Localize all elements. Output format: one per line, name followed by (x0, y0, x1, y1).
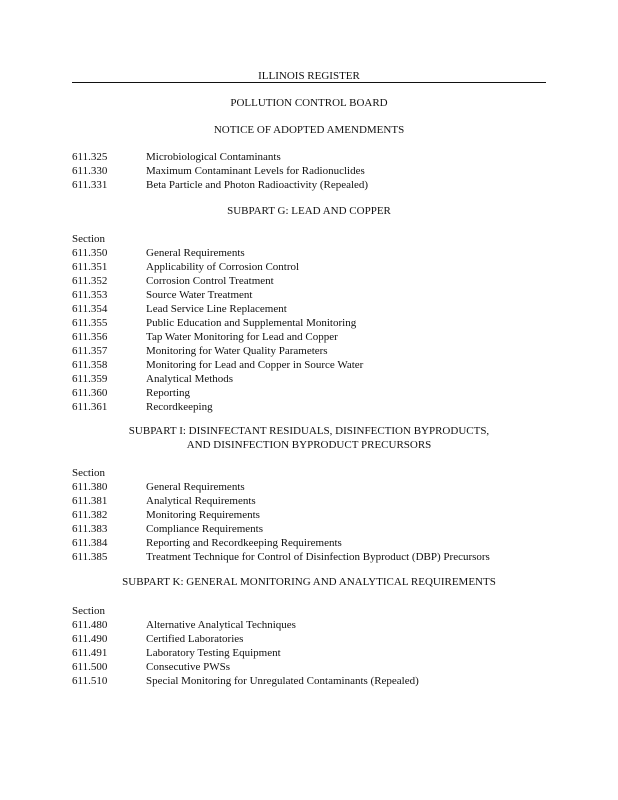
section-title: Compliance Requirements (146, 523, 263, 535)
section-title: Microbiological Contaminants (146, 151, 281, 163)
list-item (72, 150, 552, 164)
section-label: Section (72, 233, 105, 245)
section-number: 611.330 (72, 165, 108, 177)
list-item (72, 550, 552, 564)
section-title: Laboratory Testing Equipment (146, 647, 281, 659)
list-item (72, 372, 552, 386)
list-item (72, 386, 552, 400)
section-number: 611.490 (72, 633, 108, 645)
section-number: 611.383 (72, 523, 108, 535)
list-item (72, 660, 552, 674)
list-item (72, 164, 552, 178)
section-title: Recordkeeping (146, 401, 213, 413)
list-item (72, 260, 552, 274)
section-number: 611.331 (72, 179, 108, 191)
section-label: Section (72, 605, 105, 617)
section-number: 611.350 (72, 247, 108, 259)
section-number: 611.491 (72, 647, 108, 659)
section-title: Treatment Technique for Control of Disinfection Byproduct (DBP) Precursors (146, 551, 490, 563)
section-title: Certified Laboratories (146, 633, 244, 645)
section-number: 611.380 (72, 481, 108, 493)
section-number: 611.353 (72, 289, 108, 301)
section-number: 611.385 (72, 551, 108, 563)
board-title: POLLUTION CONTROL BOARD (230, 97, 388, 109)
section-number: 611.382 (72, 509, 108, 521)
section-title: Special Monitoring for Unregulated Contaminants (Repealed) (146, 675, 419, 687)
list-item (72, 288, 552, 302)
section-title: Reporting (146, 387, 190, 399)
section-number: 611.384 (72, 537, 108, 549)
list-item (72, 400, 552, 414)
list-item (72, 246, 552, 260)
list-item (72, 508, 552, 522)
list-item (72, 632, 552, 646)
section-title: Maximum Contaminant Levels for Radionuclides (146, 165, 365, 177)
section-number: 611.352 (72, 275, 108, 287)
section-number: 611.359 (72, 373, 108, 385)
list-item (72, 494, 552, 508)
list-item (72, 274, 552, 288)
list-item (72, 178, 552, 192)
list-item (72, 330, 552, 344)
section-title: Analytical Methods (146, 373, 234, 385)
section-number: 611.357 (72, 345, 108, 357)
subpart-i-heading-line2: AND DISINFECTION BYPRODUCT PRECURSORS (186, 439, 432, 451)
list-item (72, 536, 552, 550)
list-item (72, 316, 552, 330)
section-title: Tap Water Monitoring for Lead and Copper (146, 331, 338, 343)
list-item (72, 358, 552, 372)
section-number: 611.354 (72, 303, 108, 315)
section-title: Monitoring Requirements (146, 509, 260, 521)
section-number: 611.480 (72, 619, 108, 631)
subpart-i-heading: SUBPART I: DISINFECTANT RESIDUALS, DISINFECTION BYPRODUCTS, (128, 425, 490, 437)
register-title: ILLINOIS REGISTER (258, 70, 360, 82)
section-number: 611.358 (72, 359, 108, 371)
section-number: 611.360 (72, 387, 108, 399)
section-title: Monitoring for Lead and Copper in Source Water (146, 359, 364, 371)
section-number: 611.381 (72, 495, 108, 507)
section-title: Applicability of Corrosion Control (146, 261, 300, 273)
list-item (72, 674, 552, 688)
section-title: Alternative Analytical Techniques (146, 619, 296, 631)
section-title: Lead Service Line Replacement (146, 303, 287, 315)
list-item (72, 646, 552, 660)
section-title: General Requirements (146, 247, 245, 259)
list-item (72, 480, 552, 494)
subpart-g-heading: SUBPART G: LEAD AND COPPER (227, 205, 391, 217)
section-number: 611.500 (72, 661, 108, 673)
list-item (72, 522, 552, 536)
section-title: Beta Particle and Photon Radioactivity (Repealed) (146, 179, 369, 191)
subpart-k-heading: SUBPART K: GENERAL MONITORING AND ANALYTICAL REQUIREMENTS (122, 576, 496, 588)
list-item (72, 344, 552, 358)
section-number: 611.510 (72, 675, 108, 687)
section-number: 611.355 (72, 317, 108, 329)
section-title: Monitoring for Water Quality Parameters (146, 345, 328, 357)
notice-title: NOTICE OF ADOPTED AMENDMENTS (213, 124, 405, 136)
section-title: Analytical Requirements (146, 495, 256, 507)
section-title: General Requirements (146, 481, 245, 493)
section-number: 611.361 (72, 401, 108, 413)
header-rule (72, 82, 546, 83)
section-title: Reporting and Recordkeeping Requirements (146, 537, 342, 549)
section-title: Consecutive PWSs (146, 661, 231, 673)
list-item (72, 618, 552, 632)
section-number: 611.356 (72, 331, 108, 343)
list-item (72, 302, 552, 316)
section-title: Corrosion Control Treatment (146, 275, 274, 287)
section-label: Section (72, 467, 105, 479)
section-title: Source Water Treatment (146, 289, 253, 301)
section-number: 611.351 (72, 261, 108, 273)
section-title: Public Education and Supplemental Monitoring (146, 317, 357, 329)
section-number: 611.325 (72, 151, 108, 163)
